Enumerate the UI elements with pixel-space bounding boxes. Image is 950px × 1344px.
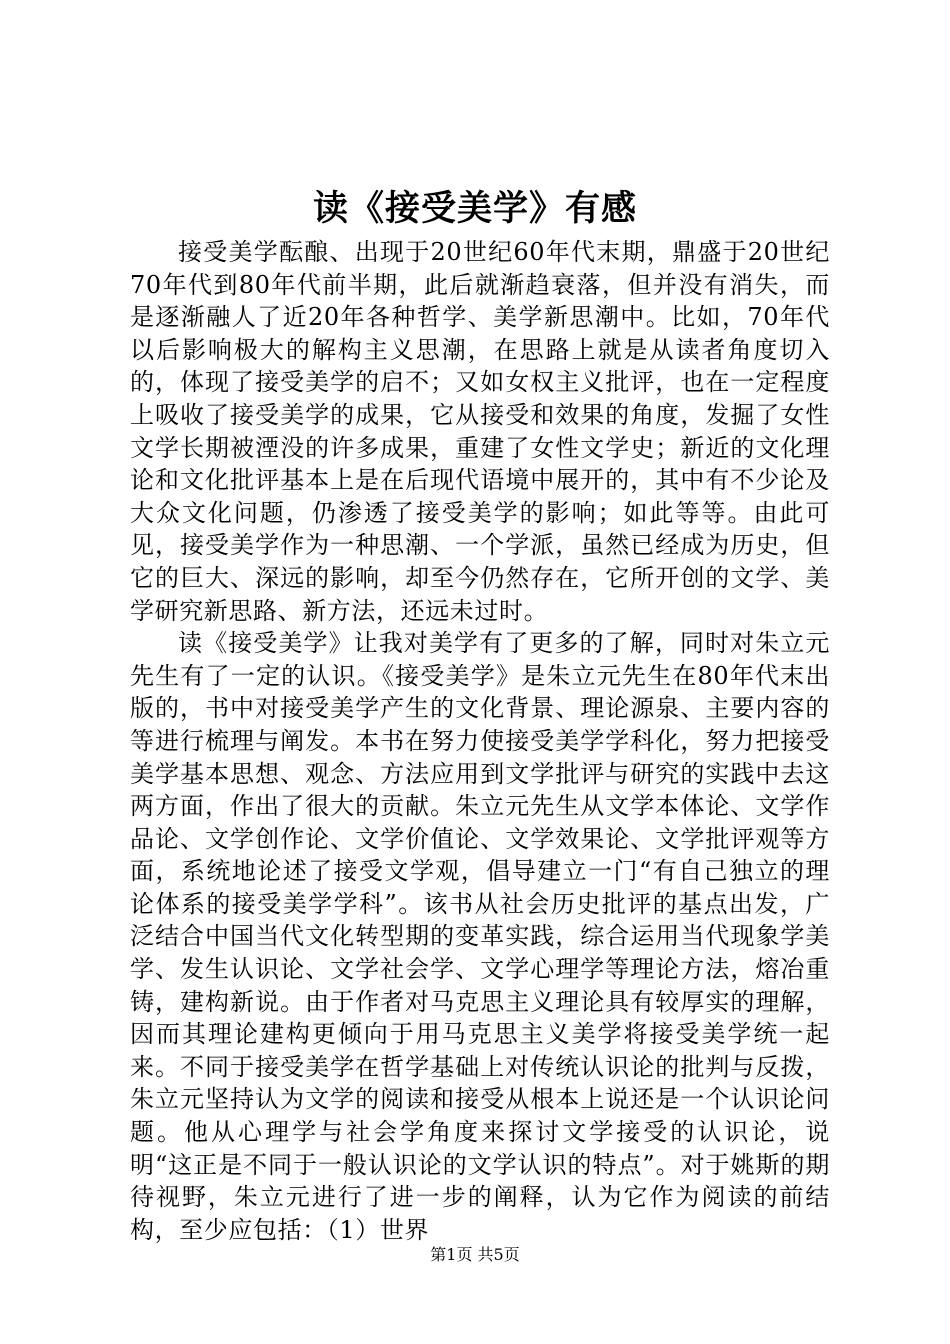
document-title: 读《接受美学》有感 (312, 188, 637, 229)
document-body (130, 236, 830, 1246)
paragraph-2: 读《接受美学》让我对美学有了更多的了解，同时对朱立元先生有了一定的认识。《接受美学》是朱立元先生在80年代末出版的，书中对接受美学产生的文化背景、理论源泉、主要内容的等进行梳理与阐发。本书在努力使接受美学学科化，努力把接受美学基本思想、观念、方法应用到文学批评与研究的实践中去这两方面，作出了很大的贡献。朱立元先生从文学本体论、文学作品论、文学创作论、文学价值论、文学效果论、文学批评观等方面，系统地论述了接受文学观，倡导建立一门“有自己独立的理论体系的接受美学学科”。该书从社会历史批评的基点出发，广泛结合中国当代文化转型期的变革实践，综合运用当代现象学美学、发生认识论、文学社会学、文学心理学等理论方法，熔冶重铸，建构新说。由于作者对马克思主义理论具有较厚实的理解，因而其理论建构更倾向于用马克思主义美学将接受美学统一起来。不同于接受美学在哲学基础上对传统认识论的批判与反拨，朱立元坚持认为文学的阅读和接受从根本上说还是一个认识论问题。他从心理学与社会学角度来探讨文学接受的认识论，说明“这正是不同于一般认识论的文学认识的特点”。对于姚斯的期待视野，朱立元进行了进一步的阐释，认为它作为阅读的前结构，至少应包括：（1）世界 (130, 629, 830, 1244)
page-number-footer: 第1页 共5页 (430, 1245, 520, 1264)
paragraph-1: 接受美学酝酿、出现于20世纪60年代末期，鼎盛于20世纪70年代到80年代前半期，此后就渐趋衰落，但并没有消失，而是逐渐融人了近20年各种哲学、美学新思潮中。比如，70年代以后影响极大的解构主义思潮，在思路上就是从读者角度切入的，体现了接受美学的启不；又如女权主义批评，也在一定程度上吸收了接受美学的成果，它从接受和效果的角度，发掘了女性文学长期被湮没的许多成果，重建了女性文学史；新近的文化理论和文化批评基本上是在后现代语境中展开的，其中有不少论及大众文化问题，仍渗透了接受美学的影响；如此等等。由此可见，接受美学作为一种思潮、一个学派，虽然已经成为历史，但它的巨大、深远的影响，却至今仍然存在，它所开创的文学、美学研究新思路、新方法，还远未过时。 (130, 238, 830, 625)
